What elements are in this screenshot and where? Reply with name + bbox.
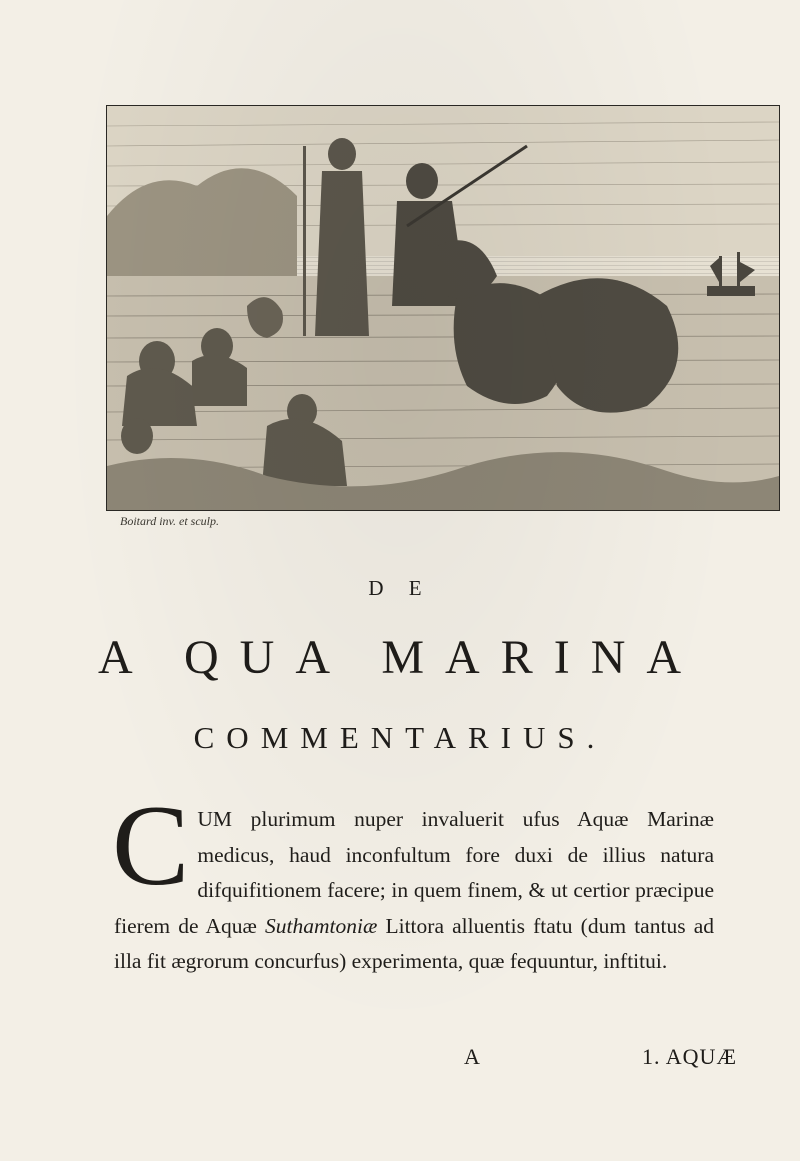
signature-mark: A: [464, 1044, 480, 1069]
title-de: D E: [368, 576, 432, 600]
subtitle: COMMENTARIUS.: [193, 720, 607, 755]
paragraph-part-2: Littora alluentis ftatu (dum tantus ad illa fit ægrorum concurfus) experimenta, quæ fequuntur, inftitui.: [114, 913, 714, 973]
page-title: A QUA MARINA: [97, 631, 703, 684]
engraver-signature: Boitard inv. et sculp.: [120, 514, 219, 528]
paragraph-part-1: UM plurimum nuper invaluerit ufus Aquæ Marinæ medicus, haud inconfultum fore duxi de illius natura difquifitionem facere; in quem finem, & ut certior præcipue fierem de Aquæ: [114, 807, 714, 938]
body-text: [112, 782, 714, 980]
paragraph: [112, 782, 714, 980]
place-name-italic: Suthamtoniæ: [265, 913, 378, 938]
catchword: 1. AQUÆ: [642, 1044, 738, 1069]
drop-cap: C: [112, 782, 190, 910]
engraving-illustration: [106, 105, 780, 511]
